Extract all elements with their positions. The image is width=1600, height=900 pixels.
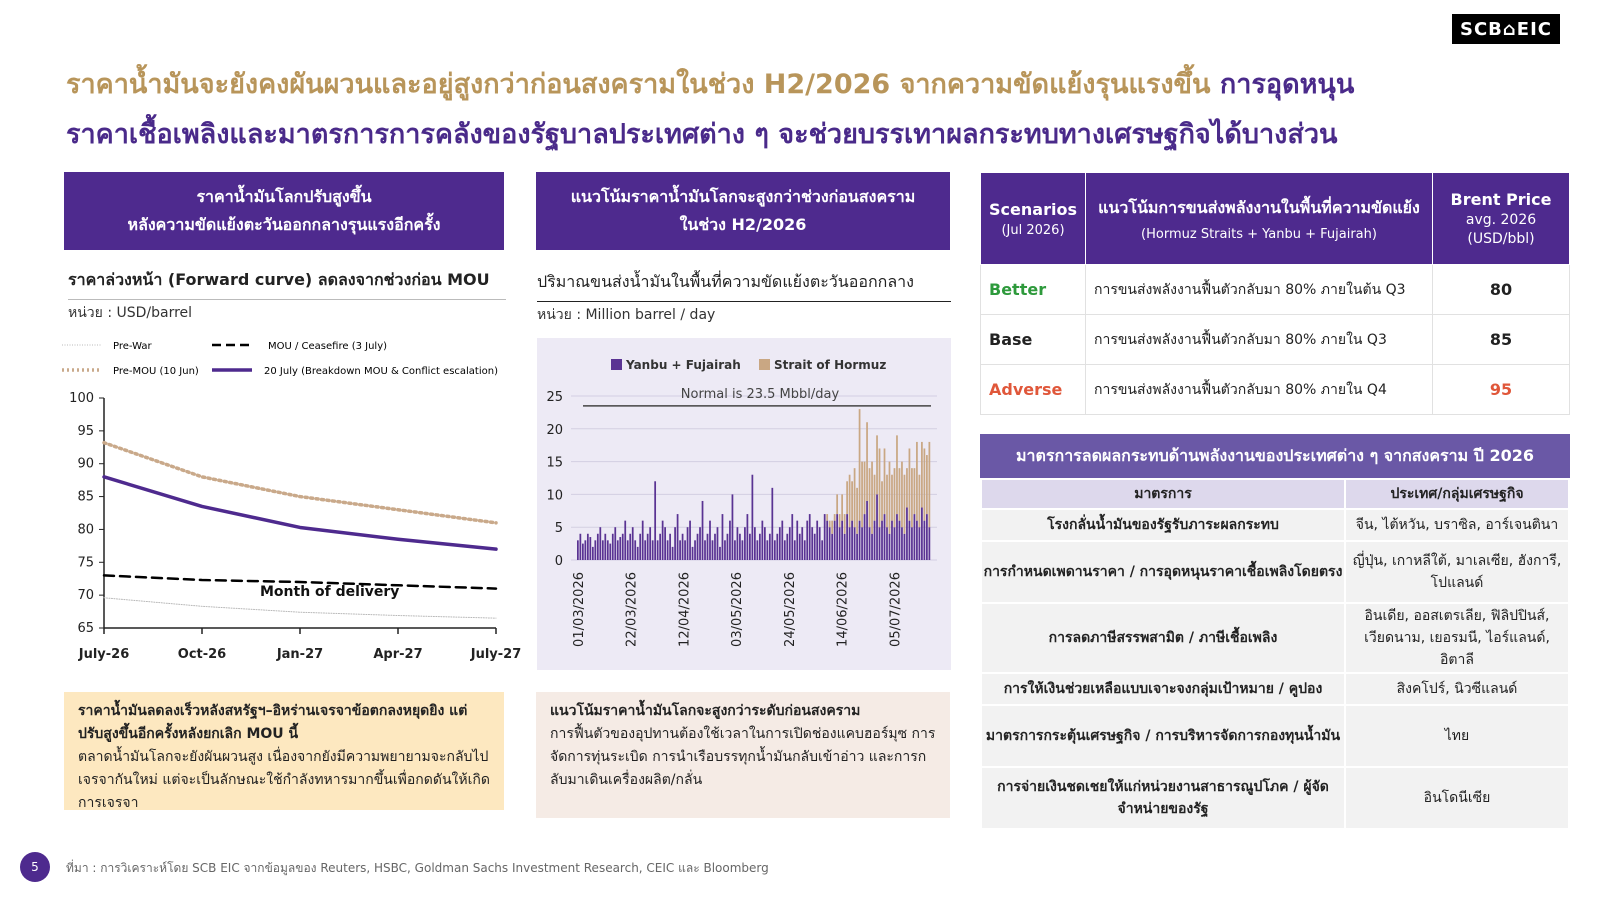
chart2-bar-hormuz — [899, 468, 901, 520]
legend-label-mou: MOU / Ceasefire (3 July) — [268, 341, 388, 352]
chart2-bar-yanbu — [617, 540, 619, 560]
measures-col-country: ประเทศ/กลุ่มเศรษฐกิจ — [1345, 479, 1569, 509]
chart2-bar-hormuz — [851, 481, 853, 520]
chart2-bar-yanbu — [752, 475, 754, 560]
chart2-bar-yanbu — [871, 534, 873, 560]
chart1-x-tick-label: Jan-27 — [276, 647, 324, 662]
chart2-bar-yanbu — [672, 547, 674, 560]
chart2-bar-yanbu — [841, 521, 843, 560]
chart2-bar-yanbu — [869, 527, 871, 560]
chart2-bar-yanbu — [659, 534, 661, 560]
chart2-bar-yanbu — [612, 534, 614, 560]
panel2-note — [536, 692, 950, 818]
chart1-series-0 — [104, 598, 496, 618]
panel2-header — [536, 172, 950, 250]
chart2-bar-yanbu — [587, 534, 589, 560]
chart2-bar-yanbu — [604, 534, 606, 560]
chart2-y-tick-label: 10 — [546, 488, 563, 504]
chart2-bar-yanbu — [749, 534, 751, 560]
chart2-bar-yanbu — [729, 521, 731, 560]
measure-countries: ญี่ปุ่น, เกาหลีใต้, มาเลเซีย, ฮังการี, โปแลนด์ — [1345, 541, 1569, 603]
chart2-bar-yanbu — [609, 544, 611, 560]
chart2-bar-hormuz — [911, 468, 913, 527]
chart2-bar-yanbu — [652, 540, 654, 560]
title-gold-part: ราคาน้ำมันจะยังคงผันผวนและอยู่สูงกว่าก่อนสงครามในช่วง H2/2026 จากความขัดแย้งรุนแรงขึ้น — [66, 69, 1211, 100]
chart2-bar-yanbu — [811, 527, 813, 560]
chart2-x-tick-label: 24/05/2026 — [782, 572, 798, 647]
chart1-y-tick-label: 85 — [77, 489, 94, 505]
chart2-bar-hormuz — [926, 455, 928, 514]
chart2-bar-yanbu — [849, 527, 851, 560]
chart2-y-tick-label: 5 — [554, 521, 563, 537]
chart2-bar-yanbu — [584, 540, 586, 560]
chart2-bar-yanbu — [866, 501, 868, 560]
panel1-subtitle: ราคาล่วงหน้า (Forward curve) ลดลงจากช่วงก่อน MOU — [68, 268, 506, 300]
chart2-bar-yanbu — [834, 521, 836, 560]
brent-col-sub1: avg. 2026 — [1465, 212, 1537, 228]
scenario-outlook: การขนส่งพลังงานฟื้นตัวกลับมา 80% ภายใน Q4 — [1086, 365, 1433, 415]
chart2-bar-hormuz — [834, 514, 836, 521]
chart2-bar-yanbu — [916, 521, 918, 560]
chart2-bar-yanbu — [724, 540, 726, 560]
title-purple-part-1: การอุดหนุน — [1219, 69, 1355, 100]
chart1-x-tick-label: Apr-27 — [373, 647, 423, 662]
measure-countries: จีน, ไต้หวัน, บราซิล, อาร์เจนตินา — [1345, 509, 1569, 541]
panel1-note-text: ตลาดน้ำมันโลกจะยังผันผวนสูง เนื่องจากยังมีความพยายามจะกลับไปเจรจากันใหม่ แต่จะเป็นลักษณะใช้กำลังทหารมากขึ้นเพื่อกดดันให้เกิดการเจรจา — [78, 749, 490, 811]
chart2-bar-yanbu — [861, 527, 863, 560]
outlook-col-subtitle: (Hormuz Straits + Yanbu + Fujairah) — [1141, 226, 1377, 242]
measure-row — [981, 509, 1569, 541]
chart2-bar-hormuz — [864, 462, 866, 514]
chart2-x-tick-label: 03/05/2026 — [730, 572, 746, 647]
panel1-header-line2: หลังความขัดแย้งตะวันออกกลางรุนแรงอีกครั้ง — [127, 215, 441, 234]
panel1-note-heading: ราคาน้ำมันลดลงเร็วหลังสหรัฐฯ–อิหร่านเจรจาข้อตกลงหยุดยิง แต่ปรับสูงขึ้นอีกครั้งหลังยกเลิก MOU นี้ — [78, 703, 468, 742]
chart2-bar-hormuz — [836, 494, 838, 514]
panel2-note-text: การฟื้นตัวของอุปทานต้องใช้เวลาในการเปิดช่องแคบฮอร์มุซ การจัดการทุ่นระเบิด การนำเรือบรรทุกน้ำมันกลับเข้าอ่าว และการกลับมาเดินเครื่องผลิต/กลั่น — [550, 726, 936, 788]
chart2-bar-yanbu — [864, 514, 866, 560]
chart2-bar-yanbu — [709, 521, 711, 560]
chart1-x-tick-label: July-26 — [78, 647, 130, 662]
chart2-bar-yanbu — [602, 540, 604, 560]
chart1-series-2 — [104, 443, 496, 523]
chart2-bar-hormuz — [866, 422, 868, 501]
scenario-brent-price: 80 — [1433, 265, 1570, 315]
chart2-bar-hormuz — [929, 442, 931, 527]
chart2-bar-hormuz — [891, 475, 893, 521]
chart2-bar-yanbu — [886, 527, 888, 560]
chart2-bar-yanbu — [582, 544, 584, 560]
chart2-bar-yanbu — [687, 527, 689, 560]
chart2-bar-yanbu — [926, 514, 928, 560]
chart2-bar-hormuz — [874, 475, 876, 521]
scenario-name: Better — [981, 265, 1086, 315]
chart2-bar-yanbu — [632, 527, 634, 560]
chart2-bar-yanbu — [906, 508, 908, 560]
chart2-bar-yanbu — [589, 537, 591, 560]
scenario-outlook: การขนส่งพลังงานฟื้นตัวกลับมา 80% ภายในต้น Q3 — [1086, 265, 1433, 315]
chart2-bar-hormuz — [879, 448, 881, 527]
chart2-bar-yanbu — [624, 521, 626, 560]
chart2-bar-yanbu — [667, 540, 669, 560]
chart2-bar-yanbu — [592, 547, 594, 560]
chart2-bar-yanbu — [884, 514, 886, 560]
scenarios-header-row — [981, 173, 1570, 265]
scenarios-table — [980, 172, 1570, 415]
chart2-bar-hormuz — [919, 475, 921, 527]
chart2-bar-yanbu — [722, 514, 724, 560]
chart2-bar-hormuz — [914, 468, 916, 514]
page-title — [66, 60, 1546, 160]
chart2-bar-hormuz — [904, 475, 906, 534]
chart2-bar-yanbu — [644, 540, 646, 560]
chart2-bar-yanbu — [619, 537, 621, 560]
chart2-bar-yanbu — [594, 540, 596, 560]
chart2-bar-yanbu — [791, 514, 793, 560]
chart2-bar-yanbu — [734, 540, 736, 560]
chart2-bar-yanbu — [824, 514, 826, 560]
chart2-bar-hormuz — [846, 481, 848, 514]
chart2-bar-yanbu — [896, 514, 898, 560]
chart2-bar-yanbu — [679, 540, 681, 560]
chart2-bar-yanbu — [759, 534, 761, 560]
chart2-bar-yanbu — [662, 521, 664, 560]
chart2-bar-yanbu — [742, 540, 744, 560]
chart2-bar-yanbu — [739, 534, 741, 560]
chart2-bar-yanbu — [836, 514, 838, 560]
forward-curve-chart — [60, 330, 522, 685]
chart2-bar-hormuz — [861, 462, 863, 528]
chart2-bar-yanbu — [764, 527, 766, 560]
brent-col-header — [1433, 173, 1570, 265]
chart2-bar-hormuz — [906, 468, 908, 507]
legend-label-yanbu: Yanbu + Fujairah — [626, 358, 741, 372]
scenario-name: Base — [981, 315, 1086, 365]
page-number: 5 — [20, 852, 50, 882]
chart2-bar-yanbu — [597, 534, 599, 560]
chart2-bar-yanbu — [856, 534, 858, 560]
chart2-bar-hormuz — [889, 462, 891, 534]
measures-table — [980, 478, 1570, 830]
legend-swatch-hormuz — [759, 359, 770, 370]
chart1-x-tick-label: July-27 — [470, 647, 522, 662]
chart2-bar-yanbu — [801, 527, 803, 560]
chart2-bar-hormuz — [901, 462, 903, 528]
chart2-bar-hormuz — [896, 435, 898, 514]
panel2-note-heading: แนวโน้มราคาน้ำมันโลกจะสูงกว่าระดับก่อนสงคราม — [550, 703, 861, 719]
source-note: ที่มา : การวิเคราะห์โดย SCB EIC จากข้อมูลของ Reuters, HSBC, Goldman Sachs Investment Research, CEIC และ Bloomberg — [66, 861, 769, 875]
chart2-bar-hormuz — [831, 521, 833, 534]
chart2-bar-yanbu — [894, 527, 896, 560]
panel2-header-line2: ในช่วง H2/2026 — [679, 215, 807, 234]
chart2-bar-hormuz — [859, 409, 861, 521]
measure-row — [981, 705, 1569, 767]
measure-row — [981, 603, 1569, 673]
chart2-bar-yanbu — [614, 527, 616, 560]
chart1-y-tick-label: 75 — [77, 555, 94, 571]
chart2-bar-yanbu — [859, 521, 861, 560]
chart1-series-3 — [104, 477, 496, 549]
panel2-header-line1: แนวโน้มราคาน้ำมันโลกจะสูงกว่าช่วงก่อนสงคราม — [570, 187, 916, 206]
chart2-x-tick-label: 22/03/2026 — [624, 572, 640, 647]
chart2-bar-yanbu — [809, 514, 811, 560]
chart2-bar-yanbu — [881, 521, 883, 560]
chart2-bar-yanbu — [911, 527, 913, 560]
chart2-x-tick-label: 05/07/2026 — [888, 572, 904, 647]
chart2-bar-yanbu — [761, 521, 763, 560]
chart2-bar-yanbu — [844, 534, 846, 560]
chart2-y-tick-label: 20 — [546, 422, 563, 438]
chart2-bar-yanbu — [732, 494, 734, 560]
chart2-bar-yanbu — [697, 534, 699, 560]
chart2-bar-yanbu — [921, 508, 923, 560]
measure-name: การกำหนดเพดานราคา / การอุดหนุนราคาเชื้อเพลิงโดยตรง — [981, 541, 1345, 603]
brent-col-sub2: (USD/bbl) — [1467, 231, 1535, 247]
chart2-bar-yanbu — [799, 534, 801, 560]
chart2-bar-hormuz — [841, 494, 843, 520]
title-purple-part-2: ราคาเชื้อเพลิงและมาตรการการคลังของรัฐบาลประเทศต่าง ๆ จะช่วยบรรเทาผลกระทบทางเศรษฐกิจได้บางส่วน — [66, 119, 1338, 150]
chart2-bar-yanbu — [771, 488, 773, 560]
measure-countries: ไทย — [1345, 705, 1569, 767]
chart2-bar-yanbu — [876, 494, 878, 560]
panel1-unit: หน่วย : USD/barrel — [68, 305, 193, 321]
scenarios-col-header — [981, 173, 1086, 265]
chart2-bar-hormuz — [849, 475, 851, 527]
measure-name: การลดภาษีสรรพสามิต / ภาษีเชื้อเพลิง — [981, 603, 1345, 673]
chart2-bar-yanbu — [669, 534, 671, 560]
chart2-bar-yanbu — [699, 527, 701, 560]
chart2-bar-yanbu — [677, 514, 679, 560]
chart2-bar-hormuz — [829, 521, 831, 528]
chart2-bar-hormuz — [924, 448, 926, 520]
chart2-x-tick-label: 01/03/2026 — [572, 572, 587, 647]
measure-countries: สิงคโปร์, นิวซีแลนด์ — [1345, 673, 1569, 705]
panel1-header — [64, 172, 504, 250]
chart2-bar-yanbu — [599, 527, 601, 560]
chart2-bar-yanbu — [821, 540, 823, 560]
chart2-bar-yanbu — [579, 534, 581, 560]
chart2-bar-yanbu — [851, 521, 853, 560]
chart2-bar-yanbu — [707, 534, 709, 560]
chart2-bar-yanbu — [846, 514, 848, 560]
chart2-bar-yanbu — [684, 540, 686, 560]
chart2-bar-yanbu — [639, 534, 641, 560]
panel1-note — [64, 692, 504, 810]
chart2-bar-hormuz — [854, 468, 856, 527]
chart2-bar-yanbu — [712, 540, 714, 560]
chart2-bar-hormuz — [826, 514, 828, 521]
chart1-x-annotation: Month of delivery — [260, 584, 400, 600]
scenario-outlook: การขนส่งพลังงานฟื้นตัวกลับมา 80% ภายใน Q3 — [1086, 315, 1433, 365]
measures-col-measure: มาตรการ — [981, 479, 1345, 509]
brent-col-title: Brent Price — [1450, 190, 1552, 209]
chart2-bar-yanbu — [786, 534, 788, 560]
chart2-y-tick-label: 0 — [554, 554, 563, 569]
chart2-bar-hormuz — [894, 468, 896, 527]
chart2-bar-hormuz — [886, 475, 888, 527]
chart1-y-tick-label: 100 — [69, 391, 94, 406]
chart2-bar-yanbu — [904, 534, 906, 560]
measure-countries: อินเดีย, ออสเตรเลีย, ฟิลิปปินส์, เวียดนาม, เยอรมนี, ไอร์แลนด์, อิตาลี — [1345, 603, 1569, 673]
chart2-bar-yanbu — [702, 501, 704, 560]
chart2-bar-yanbu — [816, 521, 818, 560]
chart2-bar-hormuz — [869, 468, 871, 527]
chart2-bar-hormuz — [881, 481, 883, 520]
chart2-bar-yanbu — [664, 527, 666, 560]
chart2-bar-yanbu — [909, 521, 911, 560]
chart1-y-tick-label: 90 — [77, 456, 94, 472]
chart2-bar-yanbu — [794, 540, 796, 560]
scenario-row — [981, 315, 1570, 365]
scenarios-col-subtitle: (Jul 2026) — [1001, 222, 1065, 238]
chart1-x-tick-label: Oct-26 — [177, 647, 227, 662]
chart2-bar-hormuz — [844, 514, 846, 534]
chart2-bar-yanbu — [622, 534, 624, 560]
chart2-bar-yanbu — [779, 527, 781, 560]
chart2-bar-yanbu — [854, 527, 856, 560]
chart2-bar-yanbu — [637, 547, 639, 560]
chart2-bar-hormuz — [921, 442, 923, 508]
chart2-bar-yanbu — [929, 527, 931, 560]
chart2-bar-yanbu — [689, 521, 691, 560]
chart2-bar-yanbu — [781, 521, 783, 560]
chart2-bar-yanbu — [694, 540, 696, 560]
scenarios-col-title: Scenarios — [989, 199, 1077, 219]
chart2-bar-hormuz — [876, 435, 878, 494]
chart2-y-tick-label: 25 — [546, 390, 563, 405]
chart2-bar-yanbu — [879, 527, 881, 560]
chart2-bar-yanbu — [874, 521, 876, 560]
measure-name: การจ่ายเงินชดเชยให้แก่หน่วยงานสาธารณูปโภค / ผู้จัดจำหน่ายของรัฐ — [981, 767, 1345, 829]
chart2-bar-yanbu — [727, 534, 729, 560]
outlook-col-header — [1086, 173, 1433, 265]
measure-countries: อินโดนีเซีย — [1345, 767, 1569, 829]
measure-name: โรงกลั่นน้ำมันของรัฐรับภาระผลกระทบ — [981, 509, 1345, 541]
chart2-bar-hormuz — [856, 488, 858, 534]
legend-swatch-yanbu — [611, 359, 622, 370]
chart2-bar-yanbu — [924, 521, 926, 560]
legend-label-hormuz: Strait of Hormuz — [774, 358, 887, 372]
chart2-bar-yanbu — [674, 527, 676, 560]
chart2-bar-yanbu — [829, 527, 831, 560]
chart2-bar-yanbu — [629, 534, 631, 560]
chart2-bar-yanbu — [766, 540, 768, 560]
scenario-row — [981, 265, 1570, 315]
chart2-bar-hormuz — [884, 448, 886, 514]
scenario-name: Adverse — [981, 365, 1086, 415]
chart2-bar-yanbu — [914, 514, 916, 560]
chart2-bar-yanbu — [744, 527, 746, 560]
chart2-bar-yanbu — [769, 534, 771, 560]
chart2-bar-yanbu — [804, 540, 806, 560]
chart2-bar-hormuz — [909, 448, 911, 520]
chart2-bar-yanbu — [826, 521, 828, 560]
chart2-bar-yanbu — [776, 534, 778, 560]
measure-name: การให้เงินช่วยเหลือแบบเจาะจงกลุ่มเป้าหมาย / คูปอง — [981, 673, 1345, 705]
chart2-bar-yanbu — [831, 534, 833, 560]
chart2-bar-yanbu — [717, 527, 719, 560]
chart2-bar-yanbu — [647, 534, 649, 560]
chart1-y-tick-label: 70 — [77, 588, 94, 604]
chart2-bar-yanbu — [692, 547, 694, 560]
panel2-subtitle: ปริมาณขนส่งน้ำมันในพื้นที่ความขัดแย้งตะวันออกกลาง — [537, 270, 951, 302]
chart2-bar-yanbu — [634, 540, 636, 560]
measures-header-row — [981, 479, 1569, 509]
measure-row — [981, 673, 1569, 705]
measures-header: มาตรการลดผลกระทบด้านพลังงานของประเทศต่าง ๆ จากสงคราม ปี 2026 — [980, 434, 1570, 478]
panel1-header-line1: ราคาน้ำมันโลกปรับสูงขึ้น — [196, 187, 372, 206]
chart2-bar-yanbu — [789, 527, 791, 560]
legend-label-20-july: 20 July (Breakdown MOU & Conflict escalation) — [264, 366, 498, 377]
chart2-bar-yanbu — [839, 527, 841, 560]
chart2-bar-yanbu — [901, 527, 903, 560]
chart2-x-tick-label: 14/06/2026 — [835, 572, 851, 647]
scenario-brent-price: 95 — [1433, 365, 1570, 415]
chart2-bar-yanbu — [657, 540, 659, 560]
chart2-bar-yanbu — [756, 540, 758, 560]
chart1-y-tick-label: 95 — [77, 423, 94, 439]
chart2-bar-yanbu — [642, 521, 644, 560]
chart2-bar-yanbu — [719, 547, 721, 560]
chart2-bar-yanbu — [774, 540, 776, 560]
chart2-bar-hormuz — [916, 442, 918, 521]
measure-row — [981, 767, 1569, 829]
legend-label-pre-mou: Pre-MOU (10 Jun) — [113, 366, 199, 377]
measure-name: มาตรการกระตุ้นเศรษฐกิจ / การบริหารจัดการกองทุนน้ำมัน — [981, 705, 1345, 767]
legend-label-pre-war: Pre-War — [113, 341, 152, 352]
measure-row — [981, 541, 1569, 603]
chart2-bar-yanbu — [714, 534, 716, 560]
chart2-bar-yanbu — [814, 534, 816, 560]
chart2-bar-yanbu — [806, 521, 808, 560]
chart2-bar-yanbu — [654, 481, 656, 560]
chart2-bar-hormuz — [871, 462, 873, 534]
chart2-bar-yanbu — [747, 514, 749, 560]
panel2-unit: หน่วย : Million barrel / day — [537, 307, 716, 323]
shipping-volume-chart — [537, 338, 951, 670]
chart2-bar-yanbu — [919, 527, 921, 560]
chart2-bar-yanbu — [796, 521, 798, 560]
chart2-bar-yanbu — [891, 521, 893, 560]
chart2-bar-yanbu — [754, 527, 756, 560]
chart2-normal-label: Normal is 23.5 Mbbl/day — [680, 386, 840, 402]
chart2-bar-yanbu — [627, 540, 629, 560]
chart2-bar-hormuz — [839, 514, 841, 527]
chart2-bar-yanbu — [577, 540, 579, 560]
chart2-y-tick-label: 15 — [546, 455, 563, 471]
chart2-bar-yanbu — [899, 521, 901, 560]
chart2-bar-yanbu — [889, 534, 891, 560]
chart2-bar-yanbu — [737, 527, 739, 560]
scb-eic-logo: SCB⌂EIC — [1452, 14, 1560, 44]
scenario-row — [981, 365, 1570, 415]
outlook-col-title: แนวโน้มการขนส่งพลังงานในพื้นที่ความขัดแย้ง — [1098, 197, 1420, 217]
chart2-bar-yanbu — [704, 540, 706, 560]
chart2-x-tick-label: 12/04/2026 — [677, 572, 693, 647]
chart2-bar-yanbu — [819, 527, 821, 560]
scenario-brent-price: 85 — [1433, 315, 1570, 365]
chart2-bar-yanbu — [784, 540, 786, 560]
chart2-bar-yanbu — [607, 540, 609, 560]
chart1-y-tick-label: 65 — [77, 621, 94, 636]
chart2-bar-yanbu — [682, 534, 684, 560]
chart2-bar-yanbu — [649, 527, 651, 560]
chart1-y-tick-label: 80 — [77, 522, 94, 538]
